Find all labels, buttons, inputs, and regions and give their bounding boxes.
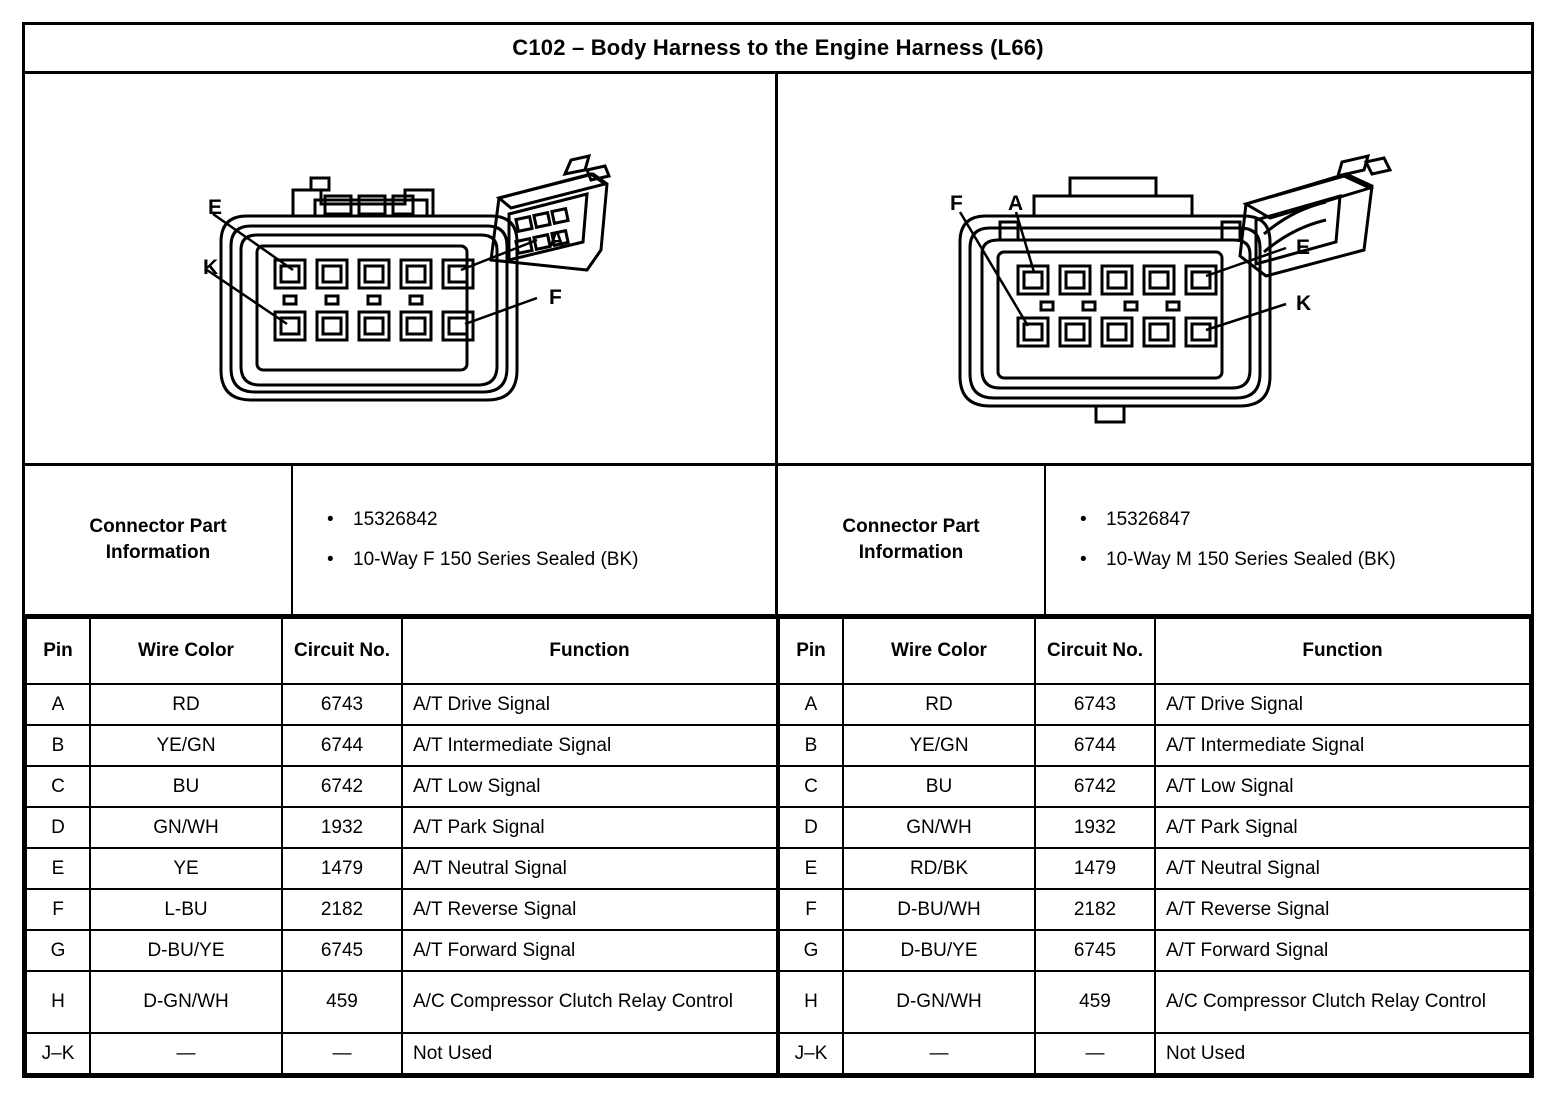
cell-circuit: 1932	[282, 807, 402, 848]
cell-circuit: 6743	[1035, 684, 1155, 725]
cell-function: A/T Intermediate Signal	[402, 725, 777, 766]
cell-function: A/T Neutral Signal	[402, 848, 777, 889]
cell-pin: J–K	[26, 1033, 90, 1074]
cell-wire-color: RD	[90, 684, 282, 725]
cell-wire-color: —	[90, 1033, 282, 1074]
cell-wire-color: RD	[843, 684, 1035, 725]
cell-pin: B	[26, 725, 90, 766]
right-part-number: 15326847	[1106, 509, 1191, 531]
bullet-icon: •	[1080, 549, 1087, 571]
cell-circuit: 6745	[282, 930, 402, 971]
cell-function: A/T Forward Signal	[402, 930, 777, 971]
cell-function: A/T Drive Signal	[1155, 684, 1530, 725]
header-wire-color: Wire Color	[843, 618, 1035, 684]
table-row	[26, 1033, 777, 1074]
left-part-number: 15326842	[353, 509, 438, 531]
cell-pin: H	[26, 971, 90, 1033]
cell-circuit: —	[282, 1033, 402, 1074]
header-circuit-no: Circuit No.	[282, 618, 402, 684]
header-pin: Pin	[779, 618, 843, 684]
table-row	[779, 807, 1530, 848]
cell-wire-color: YE	[90, 848, 282, 889]
cell-function: A/C Compressor Clutch Relay Control	[1166, 990, 1486, 1012]
right-pin-table	[778, 617, 1531, 1075]
cell-function: A/T Drive Signal	[402, 684, 777, 725]
cell-pin: G	[779, 930, 843, 971]
callout-right-e: E	[1296, 235, 1311, 259]
left-pin-table	[25, 617, 778, 1075]
cell-function: A/C Compressor Clutch Relay Control	[413, 990, 733, 1012]
cell-wire-color: BU	[90, 766, 282, 807]
table-row	[26, 725, 777, 766]
callout-left-e: E	[208, 195, 223, 219]
list-item	[327, 507, 761, 533]
cell-function: A/T Reverse Signal	[1155, 889, 1530, 930]
table-row	[779, 971, 1530, 1033]
cell-wire-color: YE/GN	[843, 725, 1035, 766]
table-row	[26, 848, 777, 889]
table-row	[26, 684, 777, 725]
cell-circuit: —	[1035, 1033, 1155, 1074]
cell-wire-color: GN/WH	[90, 807, 282, 848]
cell-function: A/T Low Signal	[402, 766, 777, 807]
figure-row	[25, 74, 1531, 466]
right-part-description: 10-Way M 150 Series Sealed (BK)	[1106, 549, 1396, 571]
table-row	[26, 807, 777, 848]
cell-pin: F	[26, 889, 90, 930]
left-part-info-label: Connector Part Information	[25, 466, 293, 614]
connector-part-info-row	[25, 466, 1531, 617]
cell-circuit: 1932	[1035, 807, 1155, 848]
table-header-row	[779, 618, 1530, 684]
table-row	[779, 848, 1530, 889]
page-title	[25, 25, 1531, 74]
header-wire-color: Wire Color	[90, 618, 282, 684]
page-title-text: C102 – Body Harness to the Engine Harness (L66)	[512, 34, 1044, 60]
table-row	[779, 766, 1530, 807]
cell-wire-color: GN/WH	[843, 807, 1035, 848]
connector-datasheet	[22, 22, 1534, 1078]
cell-pin: A	[26, 684, 90, 725]
table-row	[26, 971, 777, 1033]
cell-circuit: 1479	[282, 848, 402, 889]
right-connector-part-info	[778, 466, 1531, 614]
table-row	[779, 930, 1530, 971]
cell-wire-color: RD/BK	[843, 848, 1035, 889]
left-connector-part-info	[25, 466, 778, 614]
cell-wire-color: D-BU/WH	[843, 889, 1035, 930]
header-circuit-no: Circuit No.	[1035, 618, 1155, 684]
cell-circuit: 2182	[1035, 889, 1155, 930]
table-header-row	[26, 618, 777, 684]
cell-circuit: 459	[282, 971, 402, 1033]
cell-wire-color: YE/GN	[90, 725, 282, 766]
cell-pin: G	[26, 930, 90, 971]
cell-circuit: 6743	[282, 684, 402, 725]
table-row	[779, 889, 1530, 930]
cell-circuit: 6744	[282, 725, 402, 766]
cell-circuit: 6744	[1035, 725, 1155, 766]
bullet-icon: •	[327, 549, 334, 571]
cell-wire-color: D-BU/YE	[90, 930, 282, 971]
cell-function: A/T Low Signal	[1155, 766, 1530, 807]
right-connector-figure	[778, 74, 1531, 463]
list-item	[327, 547, 761, 573]
list-item	[1080, 547, 1517, 573]
callout-right-f: F	[950, 191, 963, 215]
header-pin: Pin	[26, 618, 90, 684]
table-row	[26, 889, 777, 930]
cell-pin: F	[779, 889, 843, 930]
cell-function: Not Used	[1155, 1033, 1530, 1074]
cell-function: A/T Neutral Signal	[1155, 848, 1530, 889]
right-connector-drawing	[778, 74, 1530, 458]
table-row	[26, 766, 777, 807]
bullet-icon: •	[327, 509, 334, 531]
right-table-body	[779, 684, 1530, 1074]
cell-circuit: 459	[1035, 971, 1155, 1033]
cell-wire-color: —	[843, 1033, 1035, 1074]
cell-function: A/T Intermediate Signal	[1155, 725, 1530, 766]
cell-wire-color: L-BU	[90, 889, 282, 930]
left-part-info-list	[293, 466, 775, 614]
cell-function: A/T Reverse Signal	[402, 889, 777, 930]
table-row	[26, 930, 777, 971]
cell-circuit: 1479	[1035, 848, 1155, 889]
left-table-body	[26, 684, 777, 1074]
bullet-icon: •	[1080, 509, 1087, 531]
callout-left-a: A	[549, 227, 565, 251]
table-row	[779, 725, 1530, 766]
pin-tables	[25, 617, 1531, 1075]
cell-pin: D	[779, 807, 843, 848]
callout-left-k: K	[203, 255, 219, 279]
cell-wire-color: D-GN/WH	[843, 971, 1035, 1033]
cell-pin: D	[26, 807, 90, 848]
cell-circuit: 2182	[282, 889, 402, 930]
cell-function: A/T Park Signal	[402, 807, 777, 848]
cell-circuit: 6742	[282, 766, 402, 807]
cell-pin: B	[779, 725, 843, 766]
list-item	[1080, 507, 1517, 533]
cell-circuit: 6745	[1035, 930, 1155, 971]
right-part-info-list	[1046, 466, 1531, 614]
table-row	[779, 1033, 1530, 1074]
cell-wire-color: BU	[843, 766, 1035, 807]
cell-pin: J–K	[779, 1033, 843, 1074]
cell-pin: C	[26, 766, 90, 807]
left-connector-drawing	[25, 74, 777, 458]
cell-pin: A	[779, 684, 843, 725]
left-connector-figure	[25, 74, 778, 463]
cell-pin: E	[26, 848, 90, 889]
header-function: Function	[1155, 618, 1530, 684]
right-part-info-label: Connector Part Information	[778, 466, 1046, 614]
left-part-description: 10-Way F 150 Series Sealed (BK)	[353, 549, 639, 571]
header-function: Function	[402, 618, 777, 684]
cell-pin: H	[779, 971, 843, 1033]
callout-left-f: F	[549, 285, 562, 309]
callout-right-a: A	[1008, 191, 1024, 215]
cell-function: Not Used	[402, 1033, 777, 1074]
cell-wire-color: D-BU/YE	[843, 930, 1035, 971]
table-row	[779, 684, 1530, 725]
cell-function: A/T Forward Signal	[1155, 930, 1530, 971]
cell-pin: E	[779, 848, 843, 889]
cell-function: A/T Park Signal	[1155, 807, 1530, 848]
cell-wire-color: D-GN/WH	[90, 971, 282, 1033]
callout-right-k: K	[1296, 291, 1312, 315]
cell-circuit: 6742	[1035, 766, 1155, 807]
cell-pin: C	[779, 766, 843, 807]
